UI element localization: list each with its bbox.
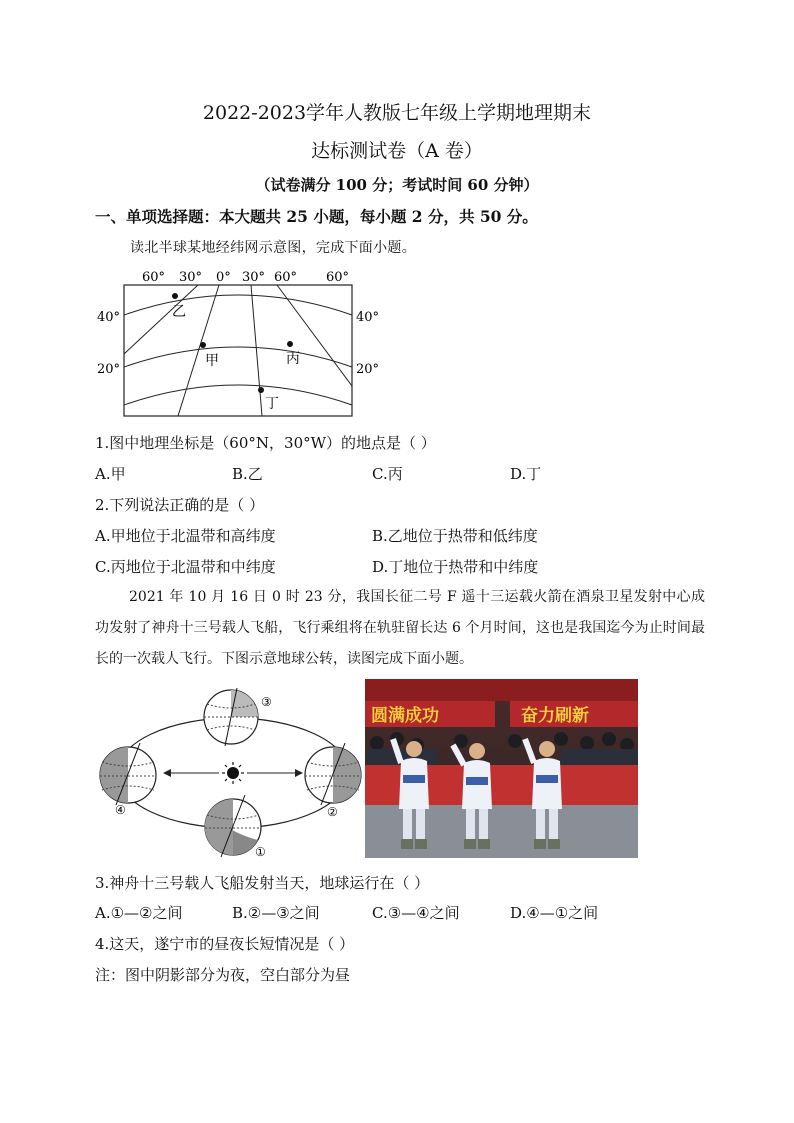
passage-text: 2021 年 10 月 16 日 0 时 23 分，我国长征二号 F 遥十三运载火箭在酒泉卫星发射中心成功发射了神舟十三号载人飞船，飞行乘组将在轨驻留长达 6 个月时间，这也是我国迄今为止时间最长的一次载人飞行。下图示意地球公转，读图完成下面小题。 (95, 589, 705, 667)
subtitle: （试卷满分 100 分；考试时间 60 分钟） (255, 176, 539, 194)
longitude-label: 30° (242, 270, 266, 285)
q2-option-a[interactable]: A.甲地位于北温带和高纬度 (95, 527, 276, 545)
passage-shenzhou (95, 582, 705, 675)
q1-option-c[interactable]: C.丙 (372, 465, 403, 483)
point-yi (172, 293, 178, 299)
q2-option-b[interactable]: B.乙地位于热带和低纬度 (372, 527, 538, 545)
latitude-label: 40° (356, 310, 380, 325)
latitude-label: 20° (356, 362, 380, 377)
title-line1: 2022-2023学年人教版七年级上学期地理期末 (202, 102, 592, 124)
globe-position-4 (100, 743, 156, 805)
q2-option-c[interactable]: C.丙地位于北温带和中纬度 (95, 558, 276, 576)
point-ding (258, 387, 264, 393)
globe-position-1 (205, 795, 261, 857)
globe-position-2 (305, 743, 361, 805)
point-label: 丁 (265, 396, 279, 412)
section-intro: 读北半球某地经纬网示意图，完成下面小题。 (130, 240, 416, 256)
q3-option-b[interactable]: B.②—③之间 (232, 904, 320, 922)
orbit-position-label: ② (327, 805, 338, 819)
point-label: 丙 (286, 351, 300, 367)
longitude-label: 60° (142, 270, 166, 285)
longitude-label: 60° (274, 270, 298, 285)
longitude-label: 0° (216, 270, 231, 285)
question-4-stem: 4.这天，遂宁市的昼夜长短情况是（ ） (95, 935, 355, 953)
banner-right: 奋力刷新 (521, 706, 589, 726)
section-heading: 一、单项选择题：本大题共 25 小题，每小题 2 分，共 50 分。 (95, 207, 538, 226)
orbit-position-label: ④ (115, 803, 126, 817)
question-4-note: 注：图中阴影部分为夜，空白部分为昼 (95, 966, 351, 984)
point-label: 甲 (205, 353, 219, 369)
question-1-stem: 1.图中地理坐标是（60°N，30°W）的地点是（ ） (95, 434, 436, 452)
q3-option-a[interactable]: A.①—②之间 (95, 904, 183, 922)
orbit-position-label: ③ (261, 695, 272, 709)
longitude-label: 60° (326, 270, 350, 285)
sun-icon (227, 767, 239, 779)
q1-option-b[interactable]: B.乙 (232, 465, 263, 483)
latlong-grid-map (94, 262, 394, 422)
q3-option-d[interactable]: D.④—①之间 (510, 904, 599, 922)
longitude-label: 30° (179, 270, 203, 285)
point-jia (200, 342, 206, 348)
astronauts-photo (365, 679, 638, 858)
latitude-label: 20° (97, 362, 121, 377)
orbit-position-label: ① (255, 845, 266, 859)
title-line2: 达标测试卷（A 卷） (311, 140, 483, 162)
globe-position-3 (204, 688, 258, 746)
question-2-stem: 2.下列说法正确的是（ ） (95, 496, 265, 514)
earth-orbit-diagram (95, 684, 363, 860)
banner-left: 圆满成功 (371, 706, 439, 726)
q3-option-c[interactable]: C.③—④之间 (372, 904, 460, 922)
point-bing (287, 341, 293, 347)
latitude-label: 40° (97, 310, 121, 325)
question-3-stem: 3.神舟十三号载人飞船发射当天，地球运行在（ ） (95, 874, 430, 892)
q1-option-a[interactable]: A.甲 (95, 465, 126, 483)
q1-option-d[interactable]: D.丁 (510, 465, 542, 483)
point-label: 乙 (172, 304, 186, 320)
q2-option-d[interactable]: D.丁地位于热带和中纬度 (372, 558, 539, 576)
